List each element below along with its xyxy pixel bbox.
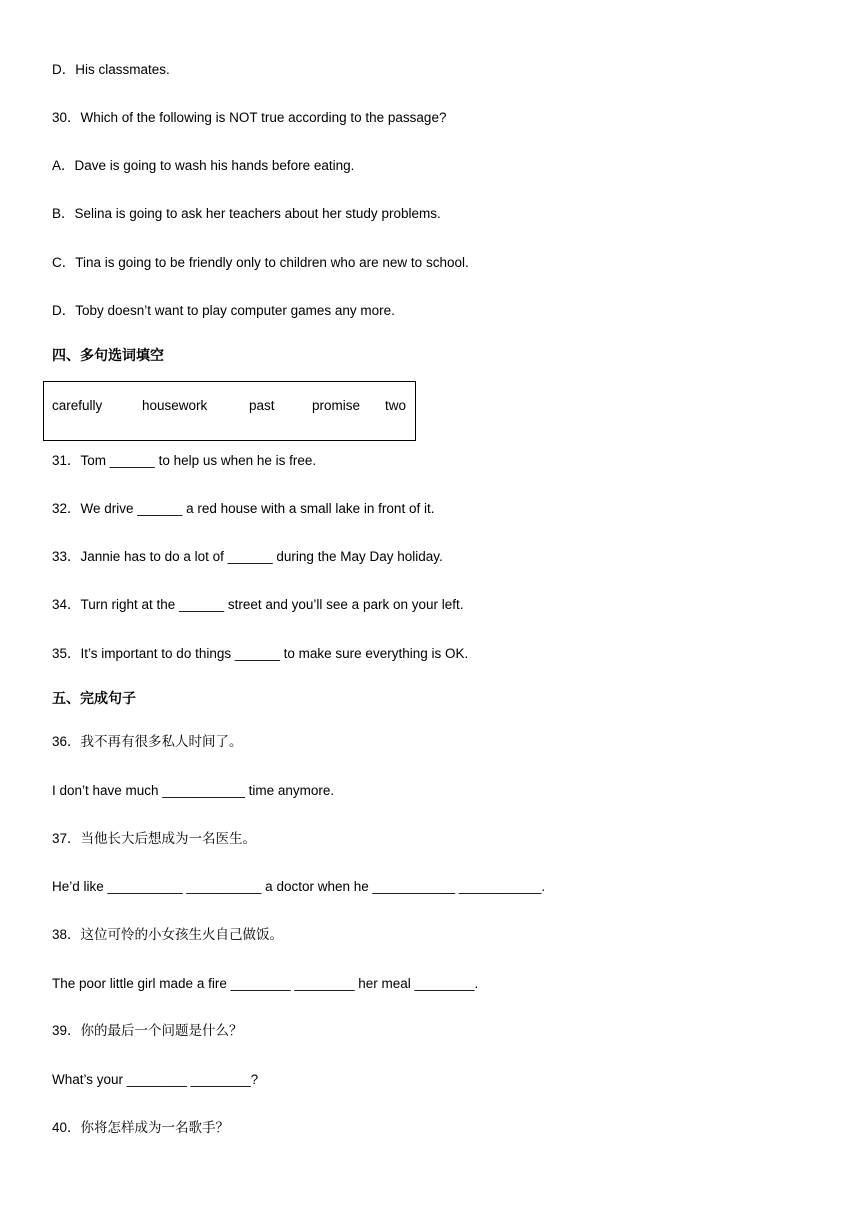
word-bank-item: carefully	[52, 398, 103, 413]
word-bank	[43, 381, 416, 441]
q31: 31．Tom ______ to help us when he is free.	[52, 453, 317, 468]
q36-english: I don’t have much ___________ time anymore.	[52, 783, 335, 798]
q36-chinese: 36．我不再有很多私人时间了。	[52, 734, 243, 749]
q39-chinese: 39．你的最后一个问题是什么？	[52, 1023, 243, 1038]
word-bank-item: past	[249, 398, 275, 413]
word-bank-item: promise	[312, 398, 361, 413]
q30-option-c: C．Tina is going to be friendly only to children who are new to school.	[52, 255, 469, 270]
q29-option-d: D．His classmates.	[52, 62, 170, 77]
q30-option-b: B．Selina is going to ask her teachers about her study problems.	[52, 206, 441, 221]
q32: 32．We drive ______ a red house with a small lake in front of it.	[52, 501, 435, 516]
q37-english: He’d like __________ __________ a doctor when he ___________ ___________.	[52, 879, 546, 894]
q37-chinese: 37．当他长大后想成为一名医生。	[52, 831, 257, 846]
q39-english: What’s your ________ ________?	[52, 1072, 259, 1087]
q35: 35．It’s important to do things ______ to make sure everything is OK.	[52, 646, 469, 661]
q38-chinese: 38．这位可怜的小女孩生火自己做饭。	[52, 927, 284, 942]
q34: 34．Turn right at the ______ street and you’ll see a park on your left.	[52, 597, 464, 612]
q30-question: 30．Which of the following is NOT true according to the passage?	[52, 110, 447, 125]
section5-title: 五、完成句子	[52, 690, 136, 706]
q38-english: The poor little girl made a fire ________ ________ her meal ________.	[52, 976, 479, 991]
q33: 33．Jannie has to do a lot of ______ during the May Day holiday.	[52, 549, 443, 564]
q30-option-d: D．Toby doesn’t want to play computer games any more.	[52, 303, 395, 318]
section4-title: 四、多句选词填空	[52, 347, 164, 363]
word-bank-item: two	[385, 398, 407, 413]
q30-option-a: A．Dave is going to wash his hands before eating.	[52, 158, 355, 173]
q40-chinese: 40．你将怎样成为一名歌手？	[52, 1120, 230, 1135]
word-bank-item: housework	[142, 398, 208, 413]
